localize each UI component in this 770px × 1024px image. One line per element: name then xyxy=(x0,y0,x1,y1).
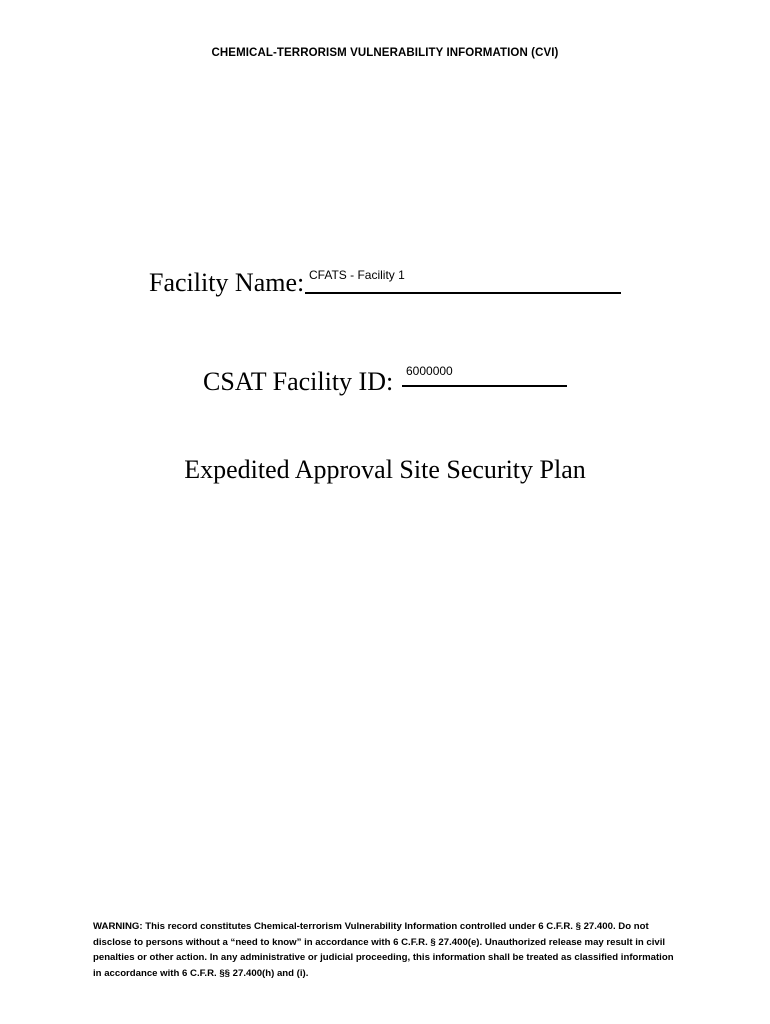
facility-name-value[interactable]: CFATS - Facility 1 xyxy=(309,268,405,282)
csat-facility-id-label: CSAT Facility ID: xyxy=(203,367,394,396)
csat-facility-id-value[interactable]: 6000000 xyxy=(406,364,453,378)
facility-name-underline xyxy=(305,292,621,294)
cvi-warning-notice: WARNING: This record constitutes Chemical-terrorism Vulnerability Information controlled under 6 C.F.R. § 27.400. Do not disclose to persons without a “need to know” in accordance with 6 C.F.R. § 27.400(e). Unauthorized release may result in civil penalties or other action. In any administrative or judicial proceeding, this information shall be treated as classified information in accordance with 6 C.F.R. §§ 27.400(h) and (i). xyxy=(93,921,674,980)
csat-facility-id-underline xyxy=(402,385,567,387)
facility-name-label: Facility Name: xyxy=(149,268,305,297)
cvi-header: CHEMICAL-TERRORISM VULNERABILITY INFORMATION (CVI) xyxy=(211,47,559,59)
document-title: Expedited Approval Site Security Plan xyxy=(184,455,586,484)
